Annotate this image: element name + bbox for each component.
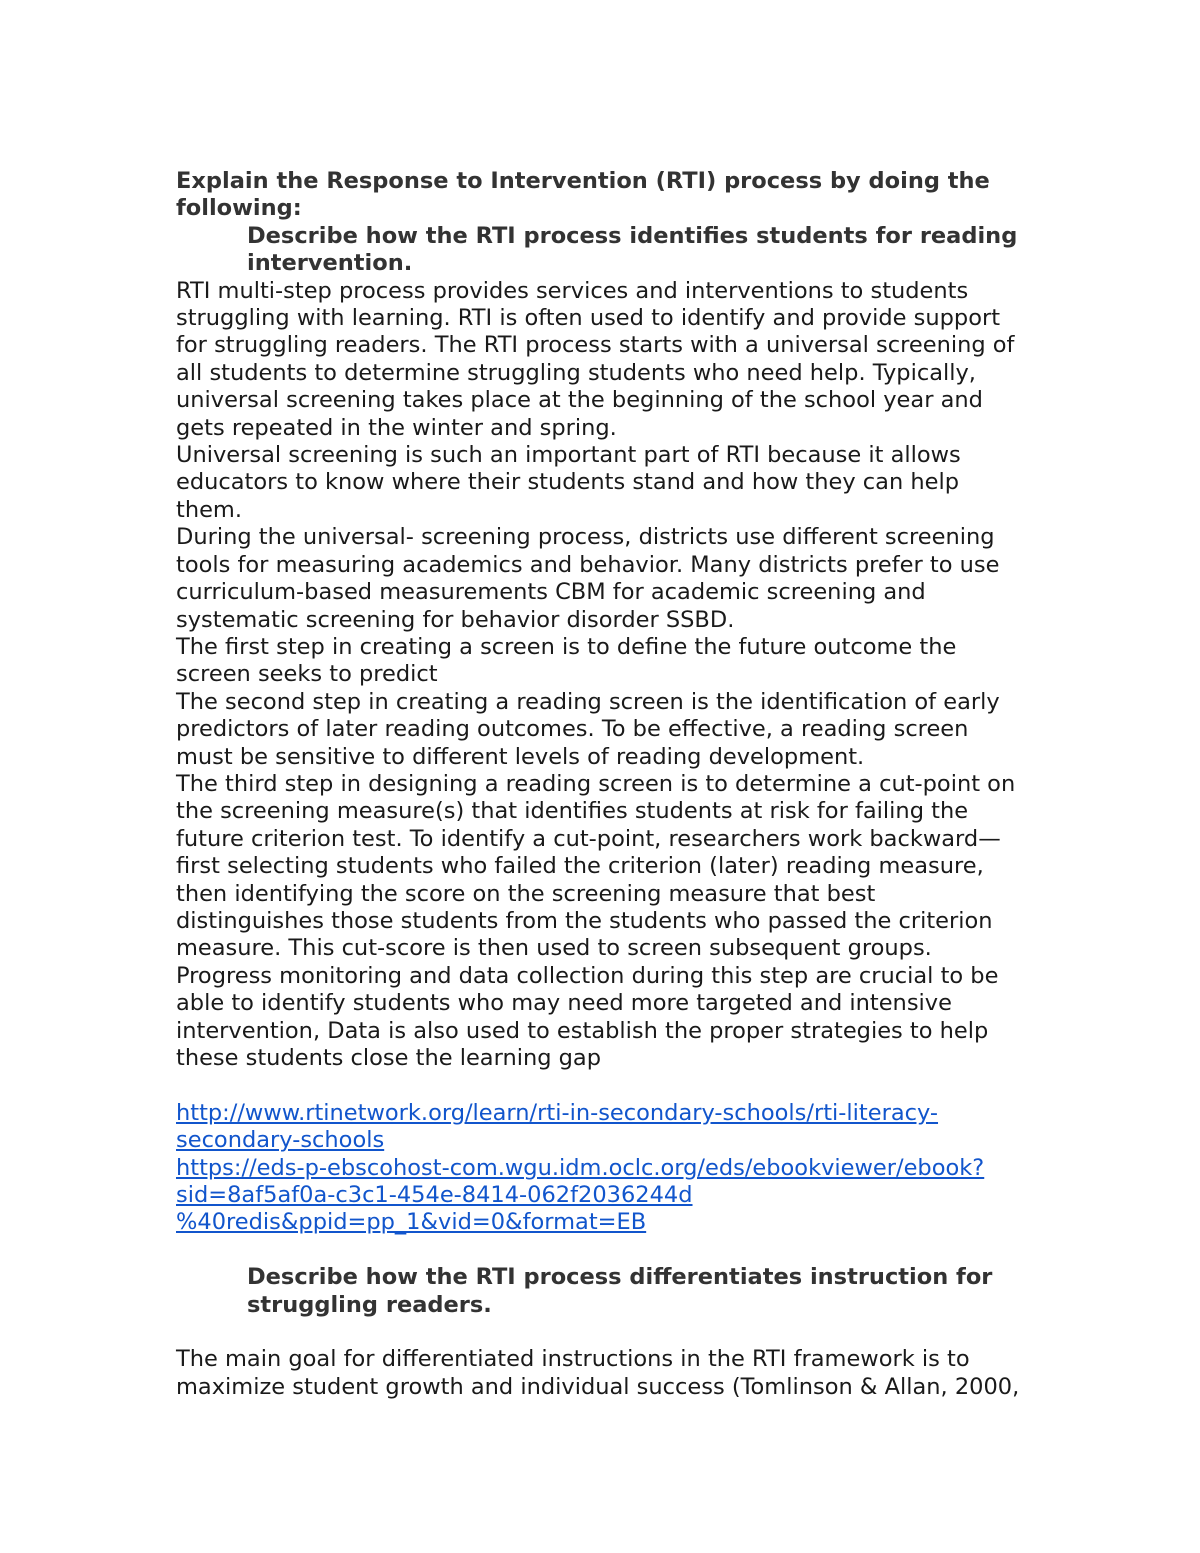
section-heading-line: Describe how the RTI process differentiates instruction for [247,1264,993,1291]
body-line: The main goal for differentiated instructions in the RTI framework is to [176,1346,970,1373]
body-line: tools for measuring academics and behavior. Many districts prefer to use [176,551,1000,578]
body-line: the screening measure(s) that identifies students at risk for failing the [176,798,969,825]
body-line: During the universal- screening process, districts use different screening [176,524,995,551]
document-title [176,168,1066,223]
title-line: following: [176,195,302,222]
body-line: The second step in creating a reading screen is the identification of early [176,688,1000,715]
body-line: educators to know where their students stand and how they can help [176,469,960,496]
document-page [176,168,1066,1401]
spacer [176,1072,1066,1099]
reference-link-rtinetwork[interactable]: secondary-schools [176,1127,385,1154]
body-line: systematic screening for behavior disorder SSBD. [176,606,735,633]
body-line: all students to determine struggling students who need help. Typically, [176,359,976,386]
body-line: universal screening takes place at the beginning of the school year and [176,387,983,414]
body-line: gets repeated in the winter and spring. [176,414,617,441]
section-heading-line: struggling readers. [247,1291,492,1318]
body-line: future criterion test. To identify a cut-point, researchers work backward— [176,825,1001,852]
body-line: Progress monitoring and data collection during this step are crucial to be [176,962,999,989]
body-line: maximize student growth and individual success (Tomlinson & Allan, 2000, [176,1373,1020,1400]
body-line: The third step in designing a reading screen is to determine a cut-point on [176,770,1016,797]
section1-body [176,278,1066,1073]
section2-heading [176,1264,1066,1319]
body-line: curriculum-based measurements CBM for academic screening and [176,579,926,606]
body-line: these students close the learning gap [176,1045,602,1071]
reference-link-rtinetwork[interactable]: http://www.rtinetwork.org/learn/rti-in-secondary-schools/rti-literacy- [176,1099,939,1126]
section-heading-line: intervention. [247,250,413,277]
body-line: Universal screening is such an important part of RTI because it allows [176,442,961,469]
body-line: predictors of later reading outcomes. To be effective, a reading screen [176,716,969,743]
body-line: distinguishes those students from the students who passed the criterion [176,907,993,934]
section1-heading [176,223,1066,278]
body-line: screen seeks to predict [176,661,438,688]
section-heading-line: Describe how the RTI process identifies students for reading [247,222,1018,249]
body-line: intervention, Data is also used to establish the proper strategies to help [176,1017,989,1044]
body-line: The first step in creating a screen is to define the future outcome the [176,633,957,660]
body-line: able to identify students who may need more targeted and intensive [176,990,952,1017]
body-line: first selecting students who failed the criterion (later) reading measure, [176,853,984,880]
spacer [176,1237,1066,1264]
reference-links [176,1100,1066,1237]
body-line: them. [176,496,242,523]
reference-link-ebscohost[interactable]: https://eds-p-ebscohost-com.wgu.idm.oclc.org/eds/ebookviewer/ebook? [176,1154,985,1181]
section2-body [176,1346,1066,1401]
title-line: Explain the Response to Intervention (RTI) process by doing the [176,168,990,194]
body-line: RTI multi-step process provides services and interventions to students [176,277,969,304]
body-line: measure. This cut-score is then used to screen subsequent groups. [176,935,932,962]
body-line: must be sensitive to different levels of reading development. [176,743,865,770]
spacer [176,1319,1066,1346]
body-line: for struggling readers. The RTI process starts with a universal screening of [176,332,1015,359]
body-line: then identifying the score on the screening measure that best [176,880,876,907]
reference-link-ebscohost[interactable]: %40redis&ppid=pp_1&vid=0&format=EB [176,1209,647,1236]
reference-link-ebscohost[interactable]: sid=8af5af0a-c3c1-454e-8414-062f2036244d [176,1182,693,1209]
body-line: struggling with learning. RTI is often used to identify and provide support [176,305,1001,332]
